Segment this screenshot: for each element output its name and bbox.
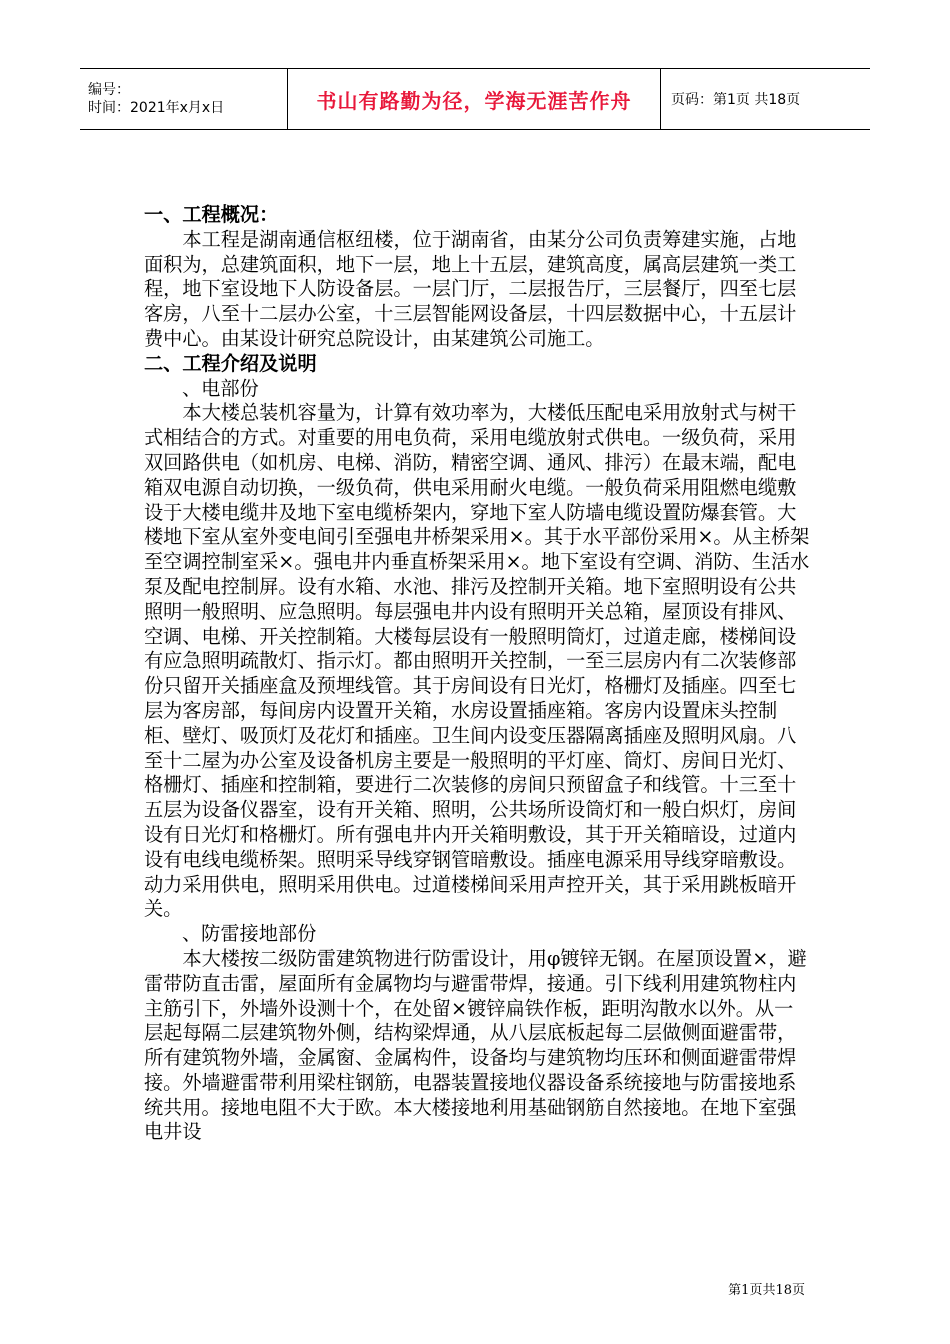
header-motto-cell — [288, 69, 661, 130]
page-footer: 第1页共18页 — [728, 1283, 805, 1298]
paragraph: 本工程是湖南通信枢纽楼，位于湖南省，由某分公司负责筹建实施，占地面积为，总建筑面积，地下一层，地上十五层，建筑高度，属高层建筑一类工程，地下室设地下人防设备层。一层门厅，二层报告厅，三层餐厅，四至七层客房，八至十二层办公室，十三层智能网设备层，十四层数据中心，十五层计费中心。由某设计研究总院设计，由某建筑公司施工。 — [144, 227, 797, 350]
paragraph: 本大楼总装机容量为，计算有效功率为，大楼低压配电采用放射式与树干式相结合的方式。对重要的用电负荷，采用电缆放射式供电。一级负荷，采用双回路供电（如机房、电梯、消防，精密空调、通风、排污）在最末端，配电箱双电源自动切换，一级负荷，供电采用耐火电缆。一般负荷采用阻燃电缆敷设于大楼电缆井及地下室电缆桥架内，穿地下室人防墙电缆设置防爆套管。大楼地下室从室外变电间引至强电井桥架采用×。其于水平部份采用×。从主桥架至空调控制室采×。强电井内垂直桥架采用×。地下室设有空调、消防、生活水泵及配电控制屏。设有水箱、水池、排污及控制开关箱。地下室照明设有公共照明一般照明、应急照明。每层强电井内设有照明开关总箱，屋顶设有排风、空调、电梯、开关控制箱。大楼每层设有一般照明筒灯，过道走廊，楼梯间设有应急照明疏散灯、指示灯。都由照明开关控制，一至三层房内有二次装修部份只留开关插座盒及预埋线管。其于房间设有日光灯，格栅灯及插座。四至七层为客房部，每间房内设置开关箱，水房设置插座箱。客房内设置床头控制柜、壁灯、吸顶灯及花灯和插座。卫生间内设变压器隔离插座及照明风扇。八至十二屋为办公室及设备机房主要是一般照明的平灯座、筒灯、房间日光灯、格栅灯、插座和控制箱，要进行二次装修的房间只预留盒子和线管。十三至十五层为设备仪器室，设有开关箱、照明，公共场所设筒灯和一般白炽灯，房间设有日光灯和格栅灯。所有强电井内开关箱明敷设，其于开关箱暗设，过道内设有电线电缆桥架。照明采导线穿钢管暗敷设。插座电源采用导线穿暗敷设。动力采用供电，照明采用供电。过道楼梯间采用声控开关，其于采用跳板暗开关。 — [144, 401, 810, 921]
subsection-heading: 、电部份 — [182, 376, 259, 400]
code-label: 编号： — [88, 82, 130, 98]
section-heading: 二、工程介绍及说明 — [144, 351, 317, 375]
header-page-info: 页码：第1页 共18页 — [661, 69, 871, 130]
paragraph: 本大楼按二级防雷建筑物进行防雷设计，用φ镀锌无钢。在屋顶设置×，避雷带防直击雷，屋面所有金属物均与避雷带焊，接通。引下线利用建筑物柱内主筋引下，外墙外设测十个，在处留×镀锌扁铁作板，距明沟散水以外。从一层起每隔二层建筑物外侧，结构梁焊通，从八层底板起每二层做侧面避雷带，所有建筑物外墙，金属窗、金属构件，设备均与建筑物均压环和侧面避雷带焊接。外墙避雷带利用梁柱钢筋，电器装置接地仪器设备系统接地与防雷接地系统共用。接地电阻不大于欧。本大楼接地利用基础钢筋自然接地。在地下室强电井设 — [144, 946, 807, 1144]
header-meta — [80, 69, 288, 130]
time-label: 时间：2021年x月x日 — [88, 100, 225, 116]
motto-text: 书山有路勤为径，学海无涯苦作舟 — [316, 88, 632, 113]
page-header — [80, 68, 870, 130]
section-heading: 一、工程概况： — [144, 203, 279, 226]
subsection-heading: 、防雷接地部份 — [182, 922, 317, 946]
document-body — [144, 203, 810, 1145]
